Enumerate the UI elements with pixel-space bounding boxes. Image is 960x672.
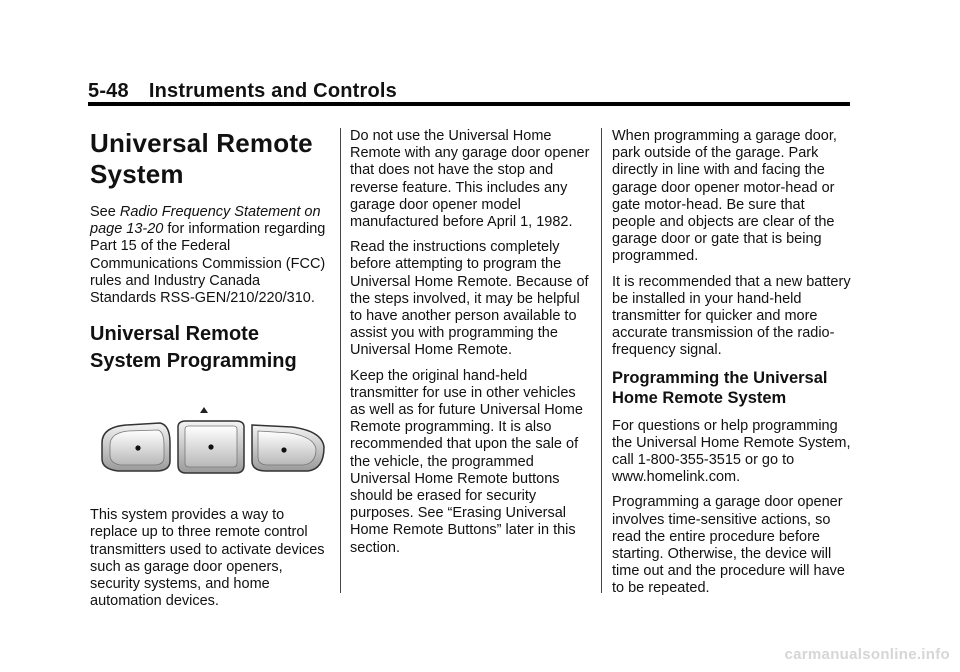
cross-reference-link[interactable]: Radio Frequency Statement on page 13-20 <box>90 204 321 238</box>
body-paragraph: This system provides a way to replace up to three remote control transmitters used to activate devices such as garage door openers, security systems, and home automation devices. <box>90 507 325 610</box>
subsection-heading: Universal Remote System Programming <box>90 323 297 373</box>
header-rule <box>88 102 850 106</box>
indicator-arrow-icon <box>200 407 208 413</box>
watermark: carmanualsonline.info <box>784 646 950 663</box>
column-2 <box>350 128 590 565</box>
column-divider <box>340 128 341 593</box>
remote-buttons-illustration <box>96 399 328 489</box>
body-paragraph: For questions or help programming the Universal Home Remote System, call 1-800-355-3515 or go to www.homelink.com. <box>612 417 851 486</box>
body-paragraph: It is recommended that a new battery be installed in your hand-held transmitter for quicker and more accurate transmission of the radio-frequency signal. <box>612 273 851 359</box>
see-suffix: for information regarding Part 15 of the Federal Communications Commission (FCC) rules and Industry Canada Standards RSS-GEN/210/220/310. <box>90 221 326 307</box>
body-paragraph: Do not use the Universal Home Remote with any garage door opener that does not have the stop and reverse feature. This includes any garage door opener model manufactured before April 1, 1982. <box>350 128 590 231</box>
body-paragraph: When programming a garage door, park outside of the garage. Park directly in line with and facing the garage door opener motor-head or gate motor-head. Be sure that people and objects are clear of the garage door or gate that is being programmed. <box>612 128 837 265</box>
column-1 <box>90 128 330 618</box>
column-3 <box>612 128 852 606</box>
see-prefix: See <box>90 204 120 220</box>
section-heading: Universal Remote System <box>90 128 313 189</box>
body-paragraph: Read the instructions completely before attempting to program the Universal Home Remote. Because of the steps involved, it may be helpful to have another person available to assist you with programming the Universal Home Remote. <box>350 239 589 359</box>
section-title: Instruments and Controls <box>148 80 397 102</box>
page-number: 5-48 <box>88 80 129 102</box>
body-paragraph: Keep the original hand-held transmitter for use in other vehicles as well as for future Universal Home Remote programming. It is also recommended that upon the sale of the vehicle, the programmed Universal Home Remote buttons should be erased for security purposes. See “Erasing Universal Home Remote Buttons” later in this section. <box>350 367 583 556</box>
subsection-heading: Programming the Universal Home Remote System <box>612 368 828 407</box>
column-divider <box>601 128 602 593</box>
see-reference-paragraph <box>90 204 330 307</box>
body-paragraph: Programming a garage door opener involves time-sensitive actions, so read the entire procedure before starting. Otherwise, the device will time out and the procedure will have to be repeated. <box>612 494 845 597</box>
page-header <box>88 80 397 103</box>
